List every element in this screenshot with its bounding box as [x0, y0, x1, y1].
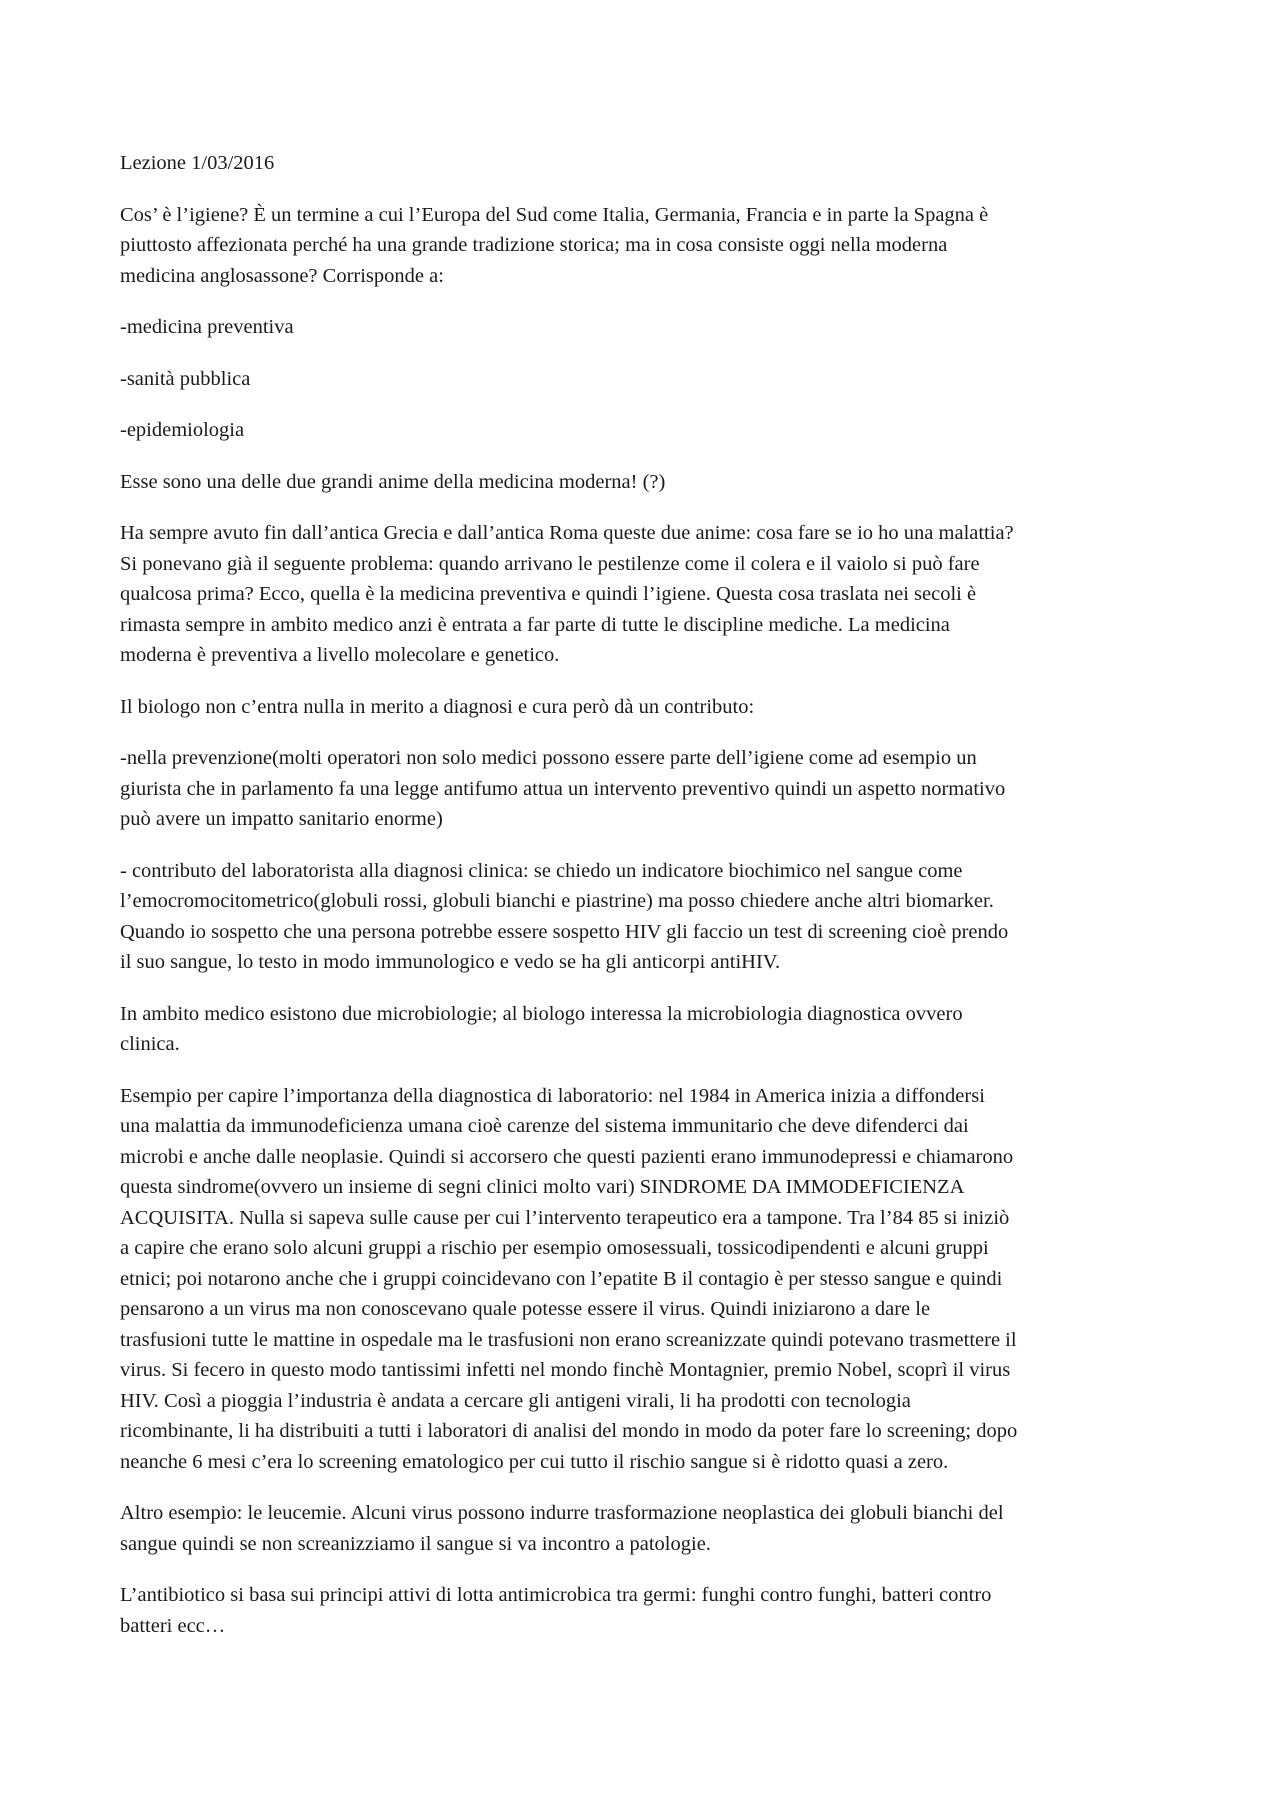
paragraph-esempio-hiv: Esempio per capire l’importanza della diagnostica di laboratorio: nel 1984 in America inizia a diffondersi una malattia da immunodeficienza umana cioè carenze del sistema immunitario che deve difenderci dai microbi e anche dalle neoplasie. Quindi si accorsero che questi pazienti erano immunodepressi e chiamarono questa sindrome(ovvero un insieme di segni clinici molto vari) SINDROME DA IMMODEFICIENZA ACQUISITA. Nulla si sapeva sulle cause per cui l’intervento terapeutico era a tampone. Tra l’84 85 si iniziò a capire che erano solo alcuni gruppi a rischio per esempio omosessuali, tossicodipendenti e alcuni gruppi etnici; poi notarono anche che i gruppi coincidevano con l’epatite B il contagio è per stesso sangue e quindi pensarono a un virus ma non conoscevano quale potesse essere il virus. Quindi iniziarono a dare le trasfusioni tutte le mattine in ospedale ma le trasfusioni non erano screanizzate quindi potevano trasmettere il virus. Si fecero in questo modo tantissimi infetti nel mondo finchè Montagnier, premio Nobel, scoprì il virus HIV. Così a pioggia l’industria è andata a cercare gli antigeni virali, li ha prodotti con tecnologia ricombinante, li ha distribuiti a tutti i laboratori di analisi del mondo in modo da poter fare lo screening; dopo neanche 6 mesi c’era lo screening ematologico per cui tutto il rischio sangue si è ridotto quasi a zero. — [120, 1084, 1018, 1473]
paragraph-laboratorista: - contributo del laboratorista alla diagnosi clinica: se chiedo un indicatore biochimico nel sangue come l’emocromocitometrico(globuli rossi, globuli bianchi e piastrine) ma posso chiedere anche altri biomarker. Quando io sospetto che una persona potrebbe essere sospetto HIV gli faccio un test di screening cioè prendo il suo sangue, lo testo in modo immunologico e vedo se ha gli anticorpi antiHIV. — [120, 859, 1009, 973]
paragraph-antibiotico: L’antibiotico si basa sui principi attivi di lotta antimicrobica tra germi: funghi contro funghi, batteri contro batteri ecc… — [120, 1584, 992, 1637]
paragraph-prevenzione: -nella prevenzione(molti operatori non solo medici possono essere parte dell’igiene come ad esempio un giurista che in parlamento fa una legge antifumo attua un intervento preventivo quindi un aspetto normativo può avere un impatto sanitario enorme) — [120, 747, 1006, 830]
document-body — [120, 148, 1165, 1662]
list-item-epidemiologia: -epidemiologia — [120, 419, 245, 441]
paragraph-due-anime: Esse sono una delle due grandi anime della medicina moderna! (?) — [120, 470, 666, 493]
paragraph-leucemie: Altro esempio: le leucemie. Alcuni virus possono indurre trasformazione neoplastica dei globuli bianchi del sangue quindi se non screanizziamo il sangue si va incontro a patologie. — [120, 1502, 1004, 1555]
lesson-title: Lezione 1/03/2016 — [120, 152, 275, 174]
paragraph-biologo: Il biologo non c’entra nulla in merito a diagnosi e cura però dà un contributo: — [120, 695, 755, 718]
list-item-sanita-pubblica: -sanità pubblica — [120, 367, 251, 390]
paragraph-igiene-intro: Cos’ è l’igiene? È un termine a cui l’Europa del Sud come Italia, Germania, Francia e in parte la Spagna è piuttosto affezionata perché ha una grande tradizione storica; ma in cosa consiste oggi nella moderna medicina anglosassone? Corrisponde a: — [120, 203, 989, 287]
paragraph-storia: Ha sempre avuto fin dall’antica Grecia e dall’antica Roma queste due anime: cosa fare se io ho una malattia? Si ponevano già il seguente problema: quando arrivano le pestilenze come il colera e il vaiolo si può fare qualcosa prima? Ecco, quella è la medicina preventiva e quindi l’igiene. Questa cosa traslata nei secoli è rimasta sempre in ambito medico anzi è entrata a far parte di tutte le discipline mediche. La medicina moderna è preventiva a livello molecolare e genetico. — [120, 522, 1014, 666]
list-item-medicina-preventiva: -medicina preventiva — [120, 316, 294, 338]
paragraph-microbiologie: In ambito medico esistono due microbiologie; al biologo interessa la microbiologia diagnostica ovvero clinica. — [120, 1002, 963, 1055]
